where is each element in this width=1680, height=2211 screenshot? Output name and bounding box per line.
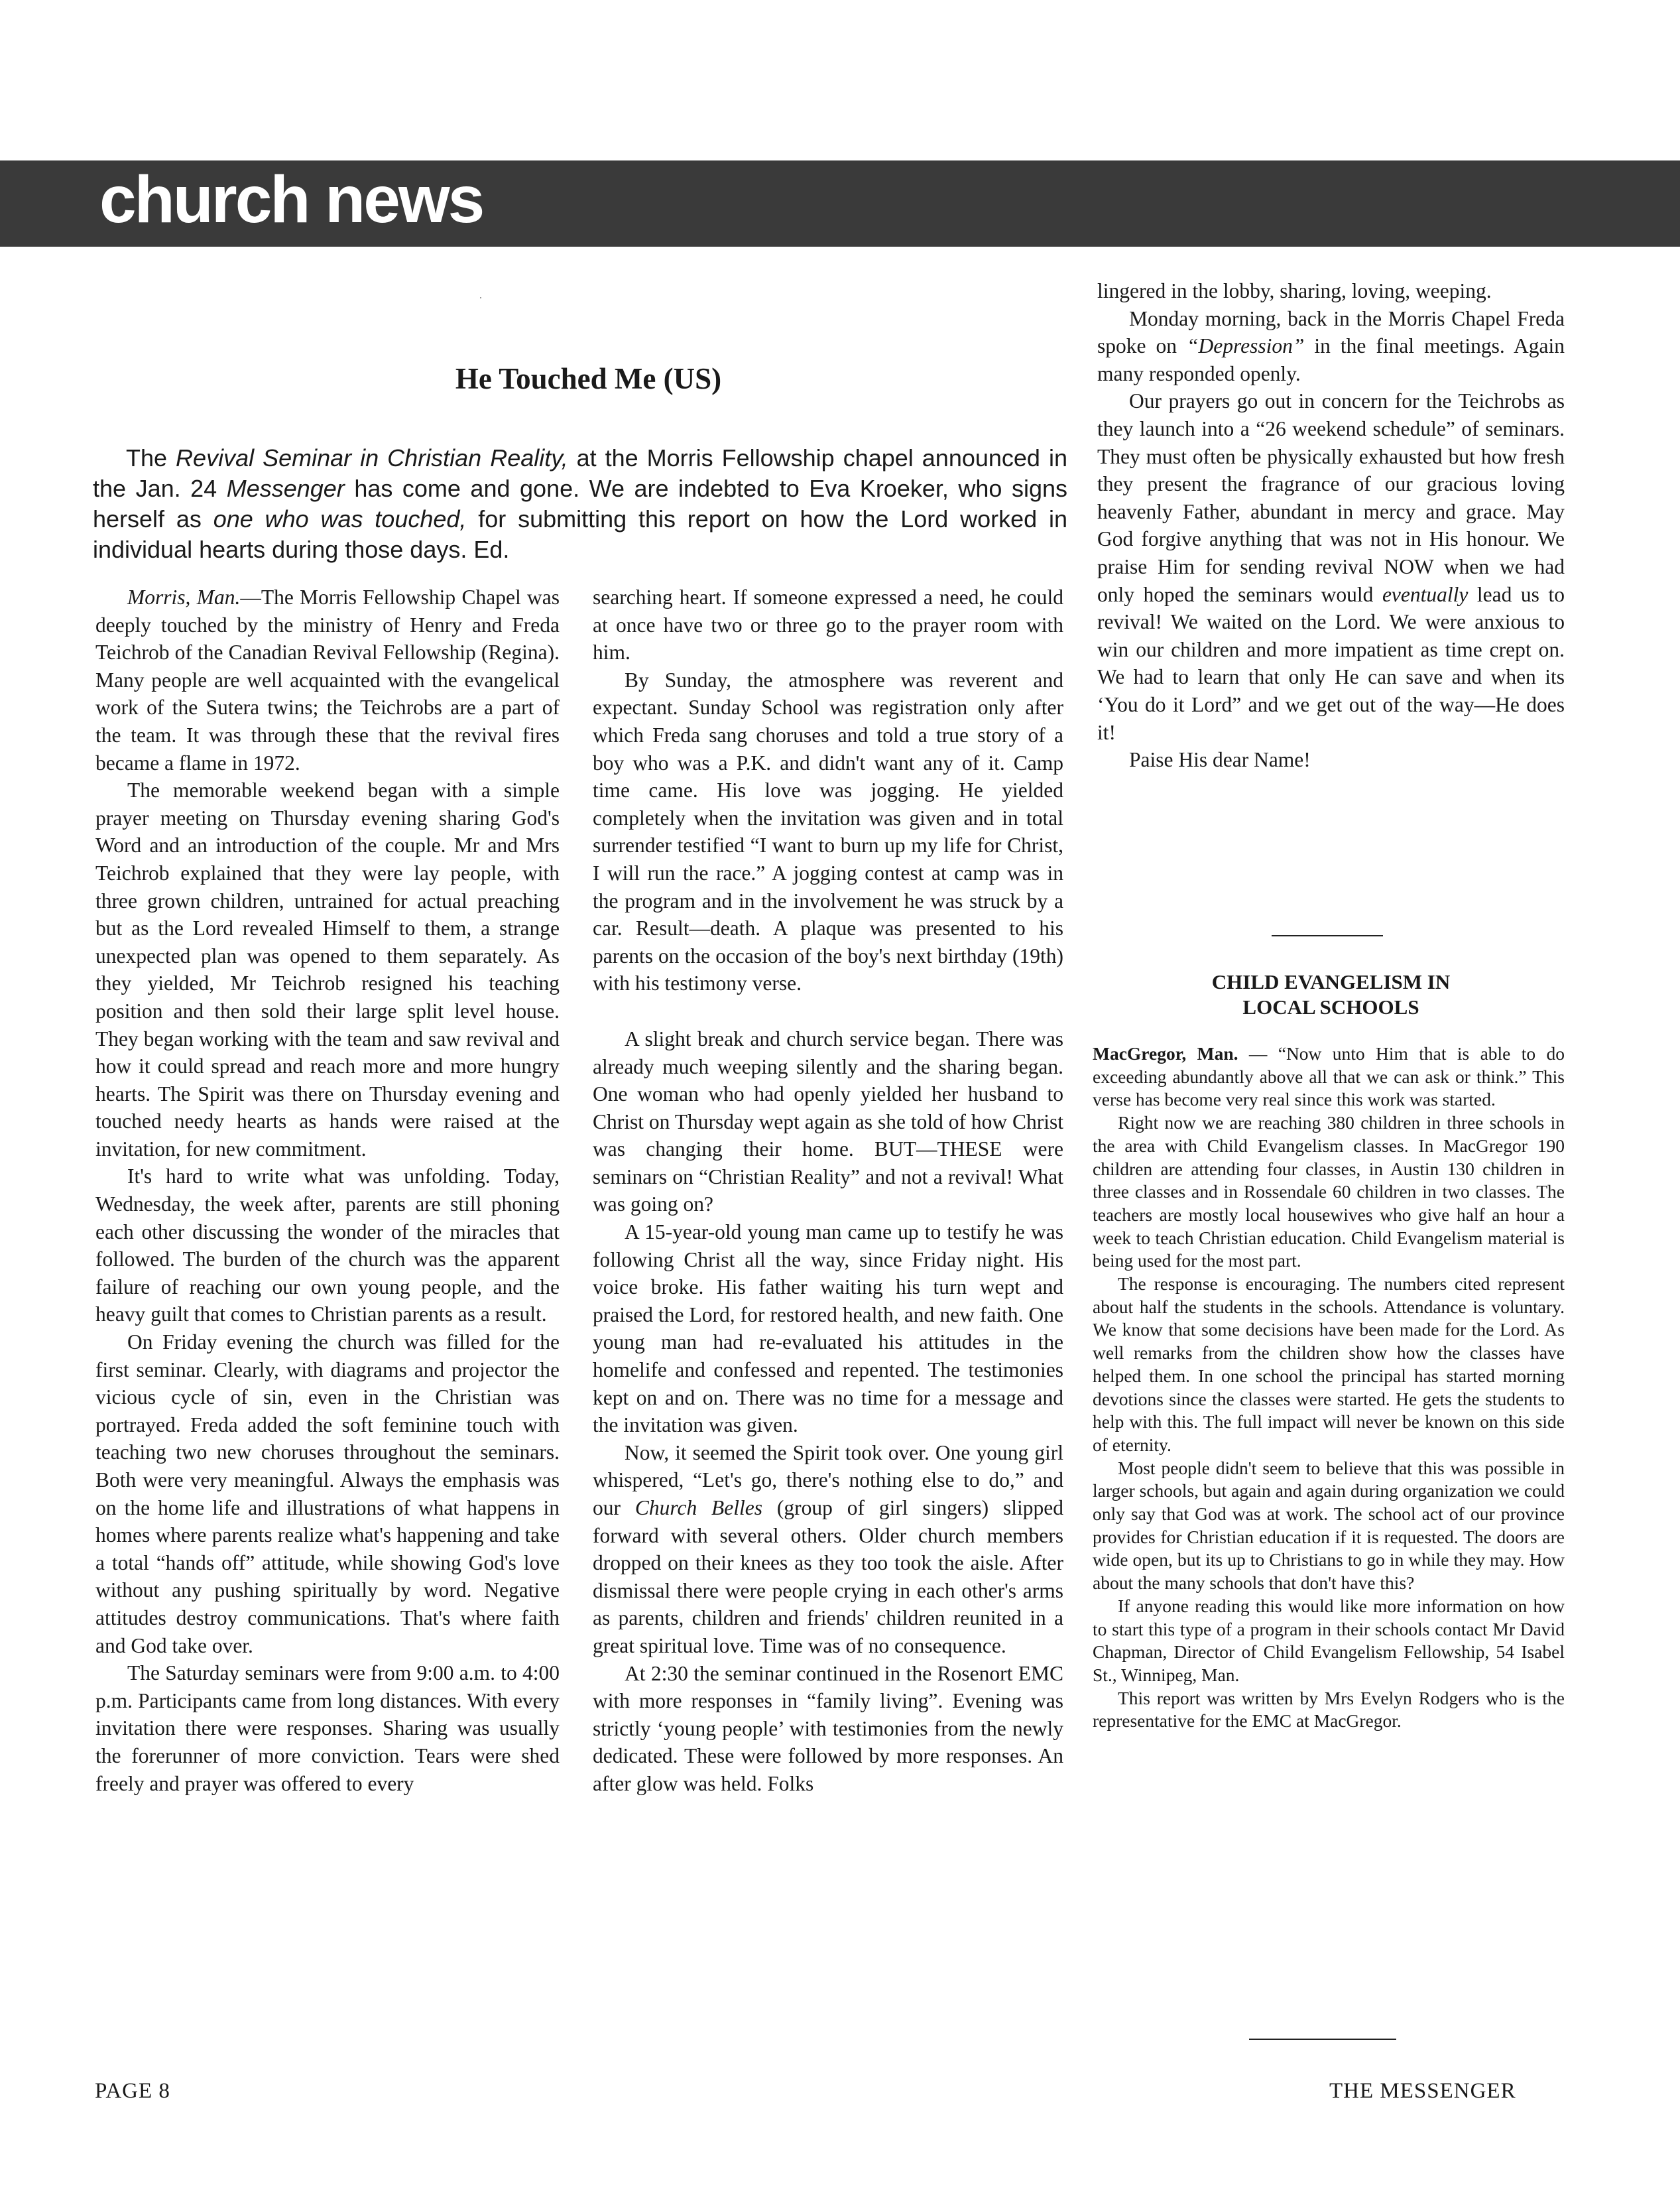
editor-intro <box>93 443 1067 565</box>
article-paragraph: It's hard to write what was unfolding. Today, Wednesday, the week after, parents are still phoning each other discussing the wonder of the miracles that followed. The burden of the church was the apparent failure of reaching our own young people, and the heavy guilt that comes to Christian parents as a result. <box>95 1165 560 1326</box>
sidebar-paragraph: — “Now unto Him that is able to do exceeding abundantly above all that we can ask or think.” This verse has become very real since this work was started. <box>1093 1043 1565 1110</box>
article-column-3 <box>1097 277 1565 774</box>
sidebar-headline <box>1094 970 1568 1020</box>
intro-italic-1: Revival Seminar in Christian Reality, <box>176 444 568 472</box>
intro-text-2: at the Morris Fellowship chapel announced in the Jan. 24 <box>93 444 1067 502</box>
sidebar-article <box>1093 1042 1565 1733</box>
intro-text-4: for submitting this report on how the Lord worked in individual hearts during those days. Ed. <box>93 505 1068 563</box>
end-divider <box>1249 2039 1396 2040</box>
sidebar-paragraph: If anyone reading this would like more information on how to start this type of a program in their schools contact Mr David Chapman, Director of Child Evangelism Fellowship, 54 Isabel St., Winnipeg, Man. <box>1093 1595 1565 1685</box>
section-divider <box>1272 935 1383 936</box>
sidebar-headline-line-2: LOCAL SCHOOLS <box>1242 995 1419 1019</box>
sidebar-paragraph: The response is encouraging. The numbers cited represent about half the students in the schools. Attendance is voluntary. We know that some decisions have been made for the Lord. As well remarks from the children show how the classes have helped them. In one school the principal has started morning devotions since the classes were started. He gets the students to help with this. The full impact will never be known on this side of eternity. <box>1093 1273 1565 1455</box>
section-banner <box>0 160 1680 247</box>
publication-name: THE MESSENGER <box>1329 2079 1516 2103</box>
article-paragraph: A 15-year-old young man came up to testify he was following Christ all the way, since Friday night. His voice broke. His father waiting his turn wept and praised the Lord, for restored health, and new faith. One young man had re-evaluated his attitudes in the homelife and confessed and repented. The testimonies kept on and on. There was no time for a message and the invitation was given. <box>593 1220 1063 1437</box>
article-paragraph: The memorable weekend began with a simple prayer meeting on Thursday evening sharing God's Word and an introduction of the couple. Mr and Mrs Teichrob explained that they were lay people, with three grown children, untrained for actual preaching but as the Lord revealed Himself to them, a strange unexpected plan was opened to them separately. As they yielded, Mr Teichrob resigned his teaching position and then sold their large split level house. They began working with the team and saw revival and how it could spread and reach more and more hungry hearts. The Spirit was there on Thursday evening and touched needy hearts as hands were raised at the invitation, for new commitment. <box>95 779 560 1161</box>
article-paragraph: —The Morris Fellowship Chapel was deeply touched by the ministry of Henry and Freda Teichrob of the Canadian Revival Fellowship (Regina). Many people are well acquainted with the evangelical work of the Sutera twins; the Teichrobs are a part of the team. It was through these that the revival fires became a flame in 1972. <box>95 586 560 775</box>
article-column-2 <box>593 584 1063 1798</box>
article-paragraph: in the final meetings. Again many responded openly. <box>1097 334 1565 385</box>
sidebar-paragraph: Right now we are reaching 380 children in three schools in the area with Child Evangelism classes. In MacGregor 190 children are attending four classes, in Austin 130 children in three classes and in Rossendale 60 children in two classes. The teachers are mostly local housewives who give half an hour a week to teach Christian education. Child Evangelism material is being used for the most part. <box>1093 1112 1565 1271</box>
article-paragraph: Monday morning, back in the Morris Chapel Freda spoke on <box>1097 306 1565 358</box>
article-closing: Paise His dear Name! <box>1129 748 1311 772</box>
article-paragraph: lingered in the lobby, sharing, loving, weeping. <box>1097 279 1492 302</box>
article-paragraph: searching heart. If someone expressed a need, he could at once have two or three go to the prayer room with him. <box>593 586 1063 664</box>
sidebar-headline-line-1: CHILD EVANGELISM IN <box>1211 970 1451 993</box>
intro-text-3: has come and gone. We are indebted to Eva Kroeker, who signs herself as <box>93 475 1068 533</box>
intro-italic-3: one who was touched, <box>213 505 467 533</box>
article-paragraph: The Saturday seminars were from 9:00 a.m. to 4:00 p.m. Participants came from long distances. With every invitation there were responses. Sharing was usually the forerunner of more conviction. Tears were shed freely and prayer was offered to every <box>95 1661 560 1795</box>
section-title: church news <box>99 162 483 237</box>
article-headline: He Touched Me (US) <box>455 362 722 395</box>
stray-mark <box>480 297 481 298</box>
article-paragraph: (group of girl singers) slipped forward with several others. Older church members dropped on their knees as they too took the aisle. After dismissal there were people crying in each other's arms as parents, children and friends' children reunited in a great spiritual love. Time was of no consequence. <box>593 1496 1063 1657</box>
article-paragraph: A slight break and church service began. There was already much weeping silently and the sharing began. One woman who had openly yielded her husband to Christ on Thursday wept again as she told of how Christ was changing their home. BUT—THESE were seminars on “Christian Reality” and not a revival! What was going on? <box>593 1027 1063 1216</box>
article-paragraph: Now, it seemed the Spirit took over. One young girl whispered, “Let's go, there's nothing else to do,” and our <box>593 1440 1063 1519</box>
article-paragraph: By Sunday, the atmosphere was reverent and expectant. Sunday School was registration only after which Freda sang choruses and told a true story of a boy who was a P.K. and didn't want any of it. Camp time came. His love was jogging. He yielded completely when the invitation was given and in total surrender testified “I want to burn up my life for Christ, I will run the race.” A jogging contest at camp was in the program and in the involvement he was struck by a car. Result—death. A plaque was presented to his parents on the occasion of the boy's next birthday (19th) with his testimony verse. <box>593 668 1063 995</box>
sidebar-paragraph: This report was written by Mrs Evelyn Rodgers who is the representative for the EMC at MacGregor. <box>1093 1687 1565 1732</box>
article-paragraph: Our prayers go out in concern for the Teichrobs as they launch into a “26 weekend schedule” of seminars. They must often be physically exhausted but how fresh they present the fragrance of our gracious loving heavenly Father, abundant in mercy and grace. May God forgive anything that was not in His honour. We praise Him for sending revival NOW when we had only hoped the seminars would <box>1097 389 1565 606</box>
sidebar-dateline: MacGregor, Man. <box>1093 1043 1238 1064</box>
article-paragraph: lead us to revival! We waited on the Lord. We were anxious to win our children and more impatient as time crept on. We had to learn that only He can save and when its ‘You do it Lord” and we get out of the way—He does it! <box>1097 582 1565 744</box>
article-dateline: Morris, Man. <box>127 586 241 609</box>
article-paragraph: On Friday evening the church was filled for the first seminar. Clearly, with diagrams and projector the vicious cycle of sin, even in the Christian was portrayed. Freda added the soft feminine touch with teaching two new choruses throughout the seminars. Both were very meaningful. Always the emphasis was on the home life and illustrations of what happens in homes where parents realize what's happening and take a total “hands off” attitude, while showing God's love without any pushing spiritually by word. Negative attitudes destroy communications. That's where faith and God take over. <box>95 1330 560 1657</box>
intro-italic-2: Messenger <box>226 475 345 502</box>
article-italic: eventually <box>1382 582 1469 606</box>
intro-text-1: The <box>126 444 176 472</box>
article-column-1 <box>95 584 560 1797</box>
article-italic: Church Belles <box>634 1496 763 1519</box>
article-italic: “Depression” <box>1187 334 1305 358</box>
sidebar-paragraph: Most people didn't seem to believe that this was possible in larger schools, but again and again during organization we could only say that God was at work. The school act of our province provides for Christian education if it is requested. The doors are wide open, but its up to Christians to go in while they may. How about the many schools that don't have this? <box>1093 1457 1565 1594</box>
article-paragraph: At 2:30 the seminar continued in the Rosenort EMC with more responses in “family living”. Evening was strictly ‘young people’ with testimonies from the newly dedicated. These were followed by more responses. An after glow was held. Folks <box>593 1661 1063 1795</box>
page-number: PAGE 8 <box>95 2079 170 2103</box>
